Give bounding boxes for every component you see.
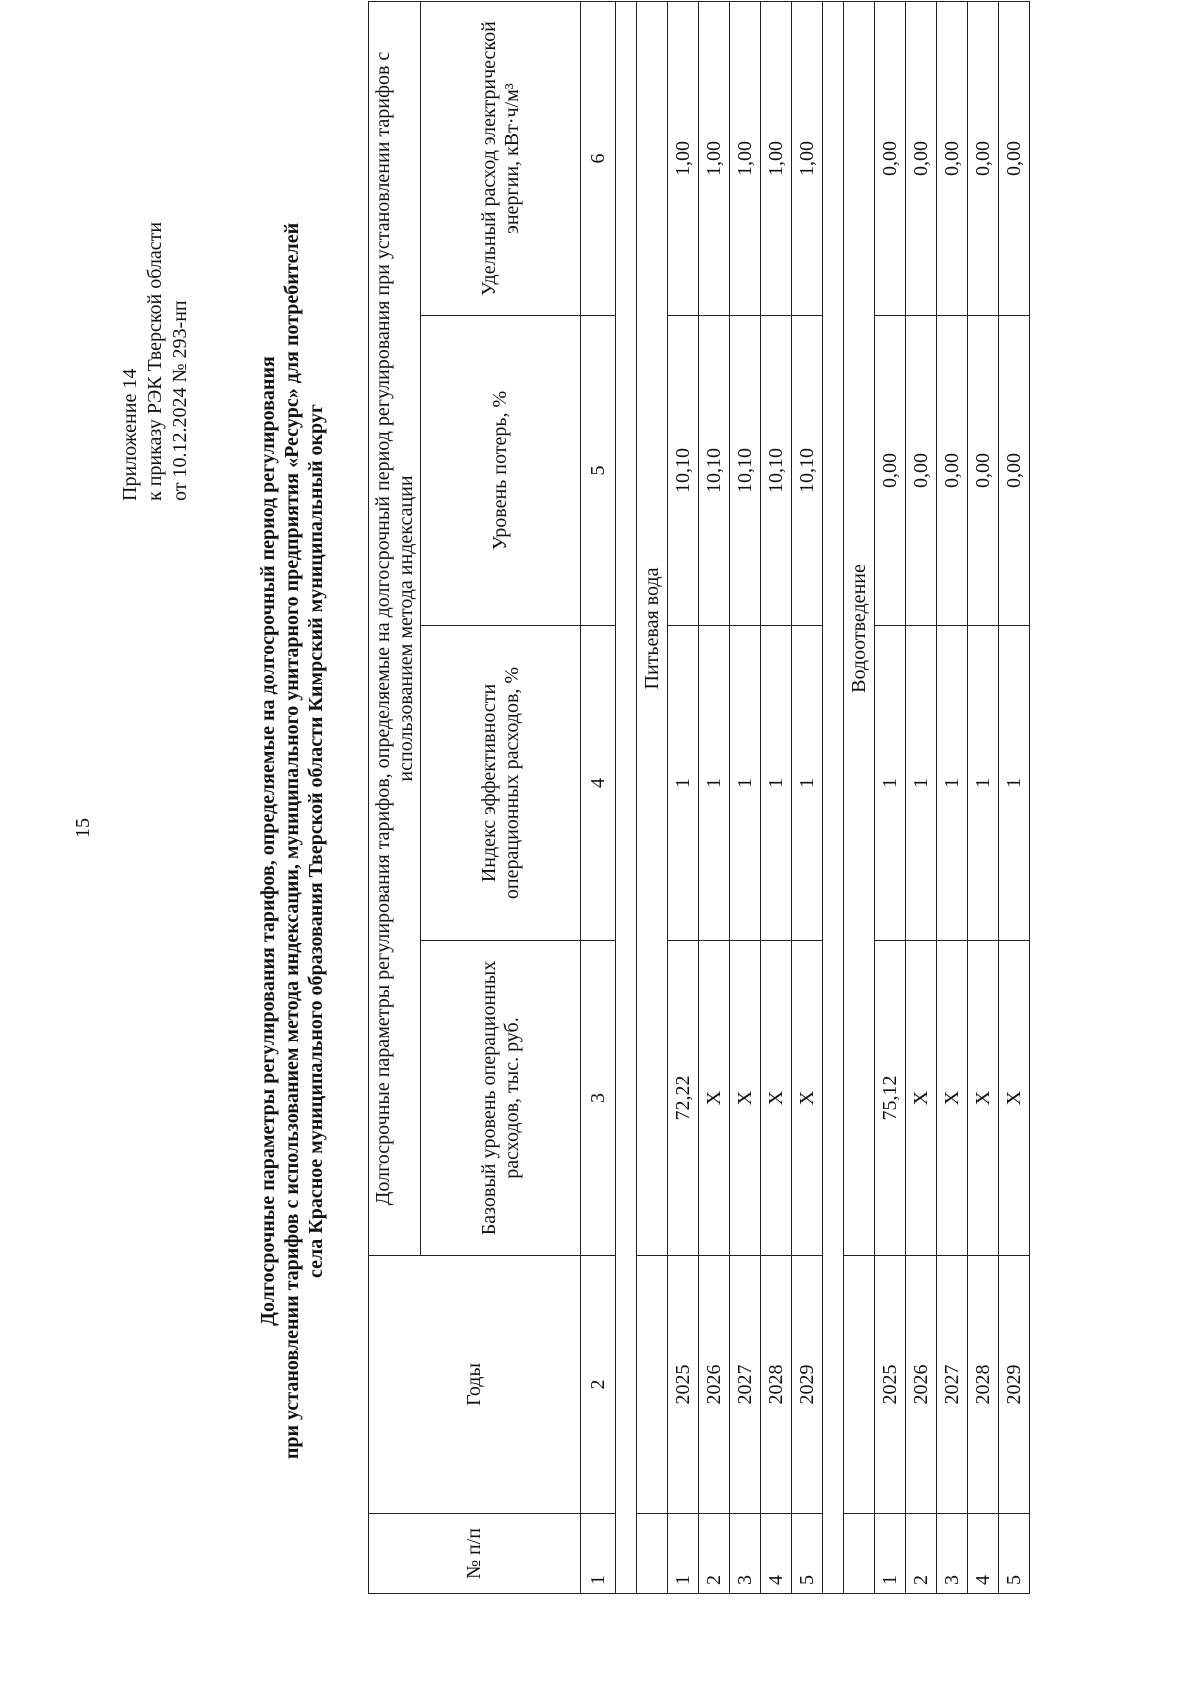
title-line-3: села Красное муниципального образования Тверской области Кимрский муниципальный округ [305,404,327,1278]
table-row [937,1,968,1593]
column-index-row [581,1,616,1593]
title-line-1: Долгосрочные параметры регулирования тарифов, определяемые на долгосрочный период регулирования [257,356,279,1326]
header-num: № п/п [369,1514,581,1594]
spacer-cell [616,1,637,1593]
column-index-cell: 6 [581,1,616,315]
table-cell: X [999,941,1030,1256]
table-cell: 1 [875,626,906,941]
table-body [581,1,1030,1593]
appendix-line-3: от 10.12.2024 № 293-нп [169,300,191,501]
column-index-cell: 5 [581,316,616,626]
appendix-line-1: Приложение 14 [119,368,141,501]
table-row [699,1,730,1593]
header-group: Долгосрочные параметры регулирования тарифов, определяемые на долгосрочный период регулирования при установлении тарифов с использованием метода индексации [369,1,421,1255]
table-cell: X [699,941,730,1256]
table-cell: X [968,941,999,1256]
table-cell: 5 [999,1514,1030,1594]
table-cell: 2029 [999,1256,1030,1514]
table-cell: 10,10 [761,316,792,626]
header-losses: Уровень потерь, % [421,316,581,626]
header-efficiency-index: Индекс эффективности операционных расходов, % [421,626,581,941]
table-row [875,1,906,1593]
table-row [792,1,823,1593]
table-cell: 10,10 [668,316,699,626]
table-cell: 1 [730,626,761,941]
page-number: 15 [72,818,94,838]
table-row [999,1,1030,1593]
table-cell: 10,10 [699,316,730,626]
table-cell: 1 [999,626,1030,941]
table-cell: 1 [792,626,823,941]
table-cell: 0,00 [906,1,937,315]
empty-cell [844,1256,875,1514]
table-cell: X [761,941,792,1256]
table-cell: 1 [668,626,699,941]
table-cell: 2028 [968,1256,999,1514]
column-index-cell: 3 [581,941,616,1256]
table-cell: 1,00 [699,1,730,315]
table-cell: X [730,941,761,1256]
table-cell: 3 [937,1514,968,1594]
spacer-row [616,1,637,1593]
table-cell: X [906,941,937,1256]
table-cell: 72,22 [668,941,699,1256]
appendix-line-2: к приказу РЭК Тверской области [144,221,166,501]
table-cell: 4 [761,1514,792,1594]
table-cell: 2025 [668,1256,699,1514]
column-index-cell: 4 [581,626,616,941]
spacer-cell [823,1,844,1593]
table-cell: 0,00 [875,1,906,315]
table-cell: 0,00 [999,316,1030,626]
table-cell: 0,00 [875,316,906,626]
section-title: Водоотведение [844,1,875,1255]
table-cell: 0,00 [906,316,937,626]
table-cell: 1,00 [792,1,823,315]
table-cell: 75,12 [875,941,906,1256]
table-cell: 2029 [792,1256,823,1514]
table-cell: 0,00 [937,1,968,315]
table-cell: 2028 [761,1256,792,1514]
table-row [761,1,792,1593]
table-cell: 0,00 [968,316,999,626]
table-cell: 3 [730,1514,761,1594]
empty-cell [637,1256,668,1514]
table-cell: 1 [761,626,792,941]
table-cell: 2026 [906,1256,937,1514]
spacer-row [823,1,844,1593]
table-cell: 1,00 [730,1,761,315]
table-row [668,1,699,1593]
title-line-2: при установлении тарифов с использованием метода индексации, муниципального унитарного предприятия «Ресурс» для потребителей [281,222,303,1460]
header-energy: Удельный расход электрической энергии, кВт·ч/м³ [421,1,581,315]
table-cell: 0,00 [968,1,999,315]
table-cell: 1 [968,626,999,941]
table-cell: 1,00 [668,1,699,315]
table-cell: 5 [792,1514,823,1594]
table-cell: 10,10 [792,316,823,626]
table-cell: 0,00 [937,316,968,626]
appendix-block [118,222,193,501]
table-cell: 2 [906,1514,937,1594]
empty-cell [637,1514,668,1594]
table-row [730,1,761,1593]
table-cell: 2025 [875,1256,906,1514]
column-index-cell: 2 [581,1256,616,1514]
table-cell: 2026 [699,1256,730,1514]
header-years: Годы [369,1256,581,1514]
table-cell: 4 [968,1514,999,1594]
table-cell: 2027 [937,1256,968,1514]
table-cell: X [792,941,823,1256]
section-header-row [844,1,875,1593]
table-cell: 1 [668,1514,699,1594]
document-title [256,121,328,1561]
tariff-parameters-table [368,1,1030,1594]
table-cell: 1 [906,626,937,941]
column-index-cell: 1 [581,1514,616,1594]
table-cell: 2 [699,1514,730,1594]
header-base-level: Базовый уровень операционных расходов, тыс. руб. [421,941,581,1256]
table-cell: 1 [699,626,730,941]
table-cell: 1 [937,626,968,941]
table-cell: 1,00 [761,1,792,315]
table-cell: 1 [875,1514,906,1594]
empty-cell [844,1514,875,1594]
section-header-row [637,1,668,1593]
section-title: Питьевая вода [637,1,668,1255]
table-cell: 0,00 [999,1,1030,315]
table-row [968,1,999,1593]
table-cell: X [937,941,968,1256]
table-row [906,1,937,1593]
table-cell: 10,10 [730,316,761,626]
table-cell: 2027 [730,1256,761,1514]
